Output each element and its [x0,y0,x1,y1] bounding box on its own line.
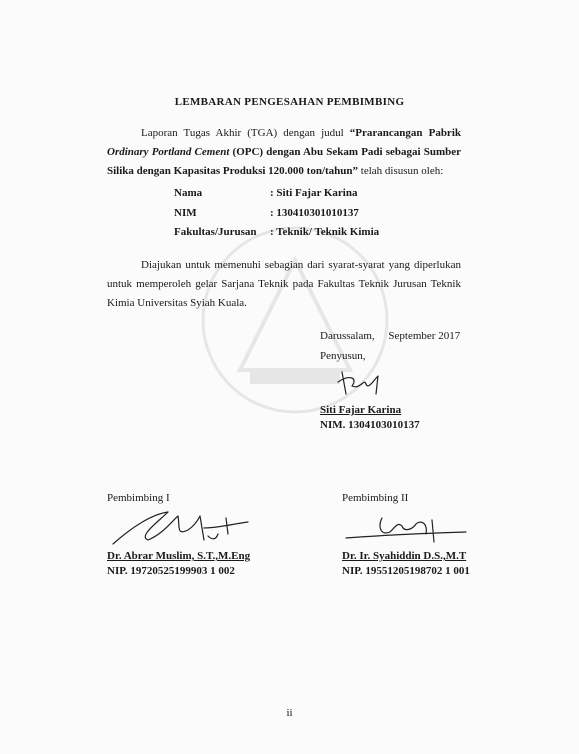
supervisor1-signature [108,506,258,548]
info-row-faculty [174,226,379,238]
purpose-paragraph [107,256,461,313]
report-title-open: “Prarancangan Pabrik [349,127,461,139]
supervisor2-signature [342,512,472,546]
purpose-text: Diajukan untuk memenuhi sebagian dari syarat-syarat yang diperlukan untuk memperoleh gelar Sarjana Teknik pada Fakultas Teknik Jurusan Teknik Kimia Universitas Syiah Kuala. [107,259,461,309]
info-value: : Teknik/ Teknik Kimia [270,226,380,238]
place-date: Darussalam, September 2017 [320,330,461,342]
composer-signature [330,366,390,402]
intro-paragraph [107,124,461,181]
composer-label: Penyusun, [320,350,366,362]
page-number: ii [286,707,293,719]
page-title: LEMBARAN PENGESAHAN PEMBIMBING [174,96,405,108]
info-row-name [174,187,357,199]
supervisor2-label: Pembimbing II [342,492,409,504]
intro-text-end: telah disusun oleh: [358,165,444,177]
report-title-rest: (OPC) dengan Abu Sekam Padi sebagai Sumber Silika dengan Kapasitas Produksi 120.000 ton/tahun” [107,146,461,177]
supervisor1-label: Pembimbing I [107,492,170,504]
report-title-italic: Ordinary Portland Cement [107,146,230,158]
info-label: Fakultas/Jurusan [174,226,257,238]
supervisor1-name: Dr. Abrar Muslim, S.T.,M.Eng [107,550,251,562]
supervisor2-nip: NIP. 19551205198702 1 001 [342,565,470,577]
info-row-nim [174,207,359,219]
intro-text-start: Laporan Tugas Akhir (TGA) dengan judul [141,127,350,139]
composer-name: Siti Fajar Karina [320,404,402,416]
info-label: Nama [174,187,203,199]
supervisor2-name: Dr. Ir. Syahiddin D.S.,M.T [342,550,467,562]
supervisor1-nip: NIP. 19720525199903 1 002 [107,565,235,577]
info-value: : 130410301010137 [270,207,359,219]
info-value: : Siti Fajar Karina [270,187,358,199]
info-label: NIM [174,207,197,219]
composer-nim: NIM. 1304103010137 [320,419,420,431]
